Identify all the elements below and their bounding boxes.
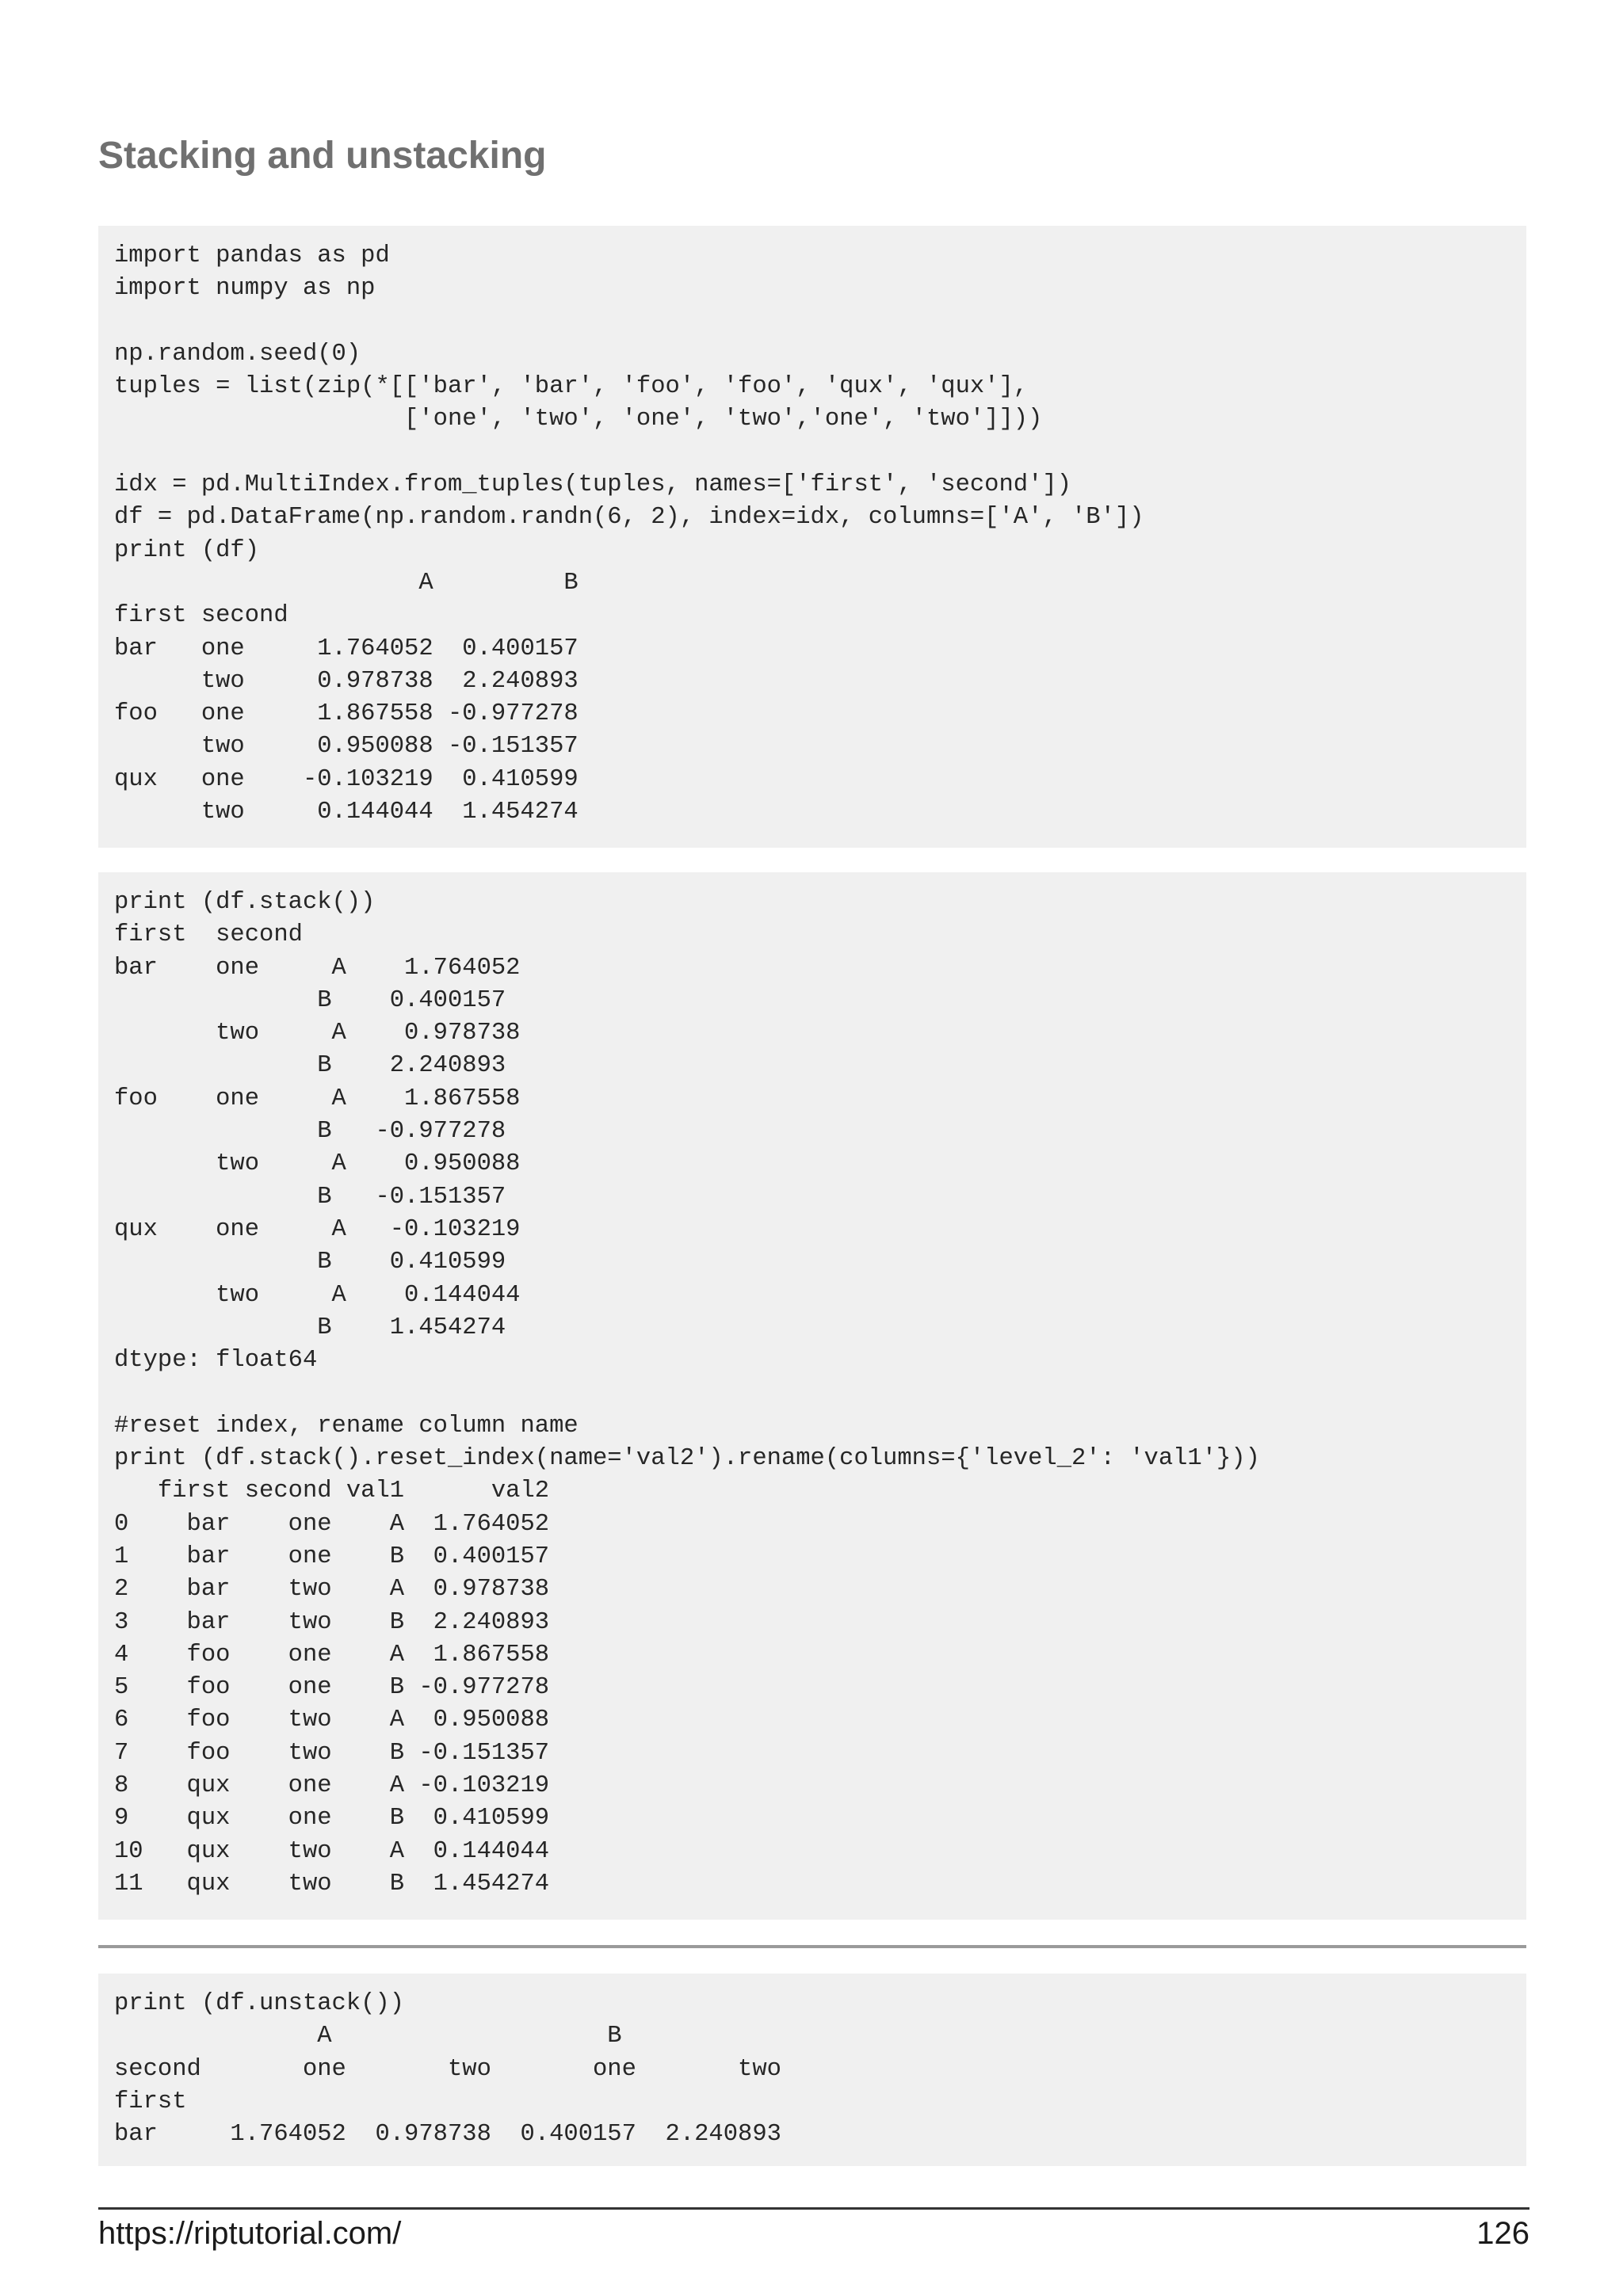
footer-rule	[98, 2207, 1529, 2210]
code-text: print (df.unstack()) A B second one two one two first bar 1.764052 0.978738 0.400157 2.240893	[114, 1990, 781, 2149]
code-text: import pandas as pd import numpy as np np.random.seed(0) tuples = list(zip(*[['bar', 'bar', 'foo', 'foo', 'qux', 'qux'], ['one', 'two', 'one', 'two','one', 'two']])) idx = pd.MultiIndex.from_tuples(tuples, names=['first', 'second']) df = pd.DataFrame(np.random.randn(6, 2), index=idx, columns=['A', 'B']) print (df) A B first second bar one 1.764052 0.400157 two 0.978738 2.240893 foo one 1.867558 -0.977278 two 0.950088 -0.151357 qux one -0.103219 0.410599 two 0.144044 1.454274	[114, 242, 1144, 826]
code-block-unstack	[98, 1974, 1526, 2166]
code-block-setup	[98, 226, 1526, 848]
page-number: 126	[1476, 2216, 1529, 2251]
section-heading: Stacking and unstacking	[98, 135, 547, 177]
footer-link[interactable]: https://riptutorial.com/	[98, 2216, 402, 2251]
section-divider	[98, 1945, 1526, 1948]
code-block-stack	[98, 872, 1526, 1920]
code-text: print (df.stack()) first second bar one A 1.764052 B 0.400157 two A 0.978738 B 2.240893 foo one A 1.867558 B -0.977278 two A 0.950088 B -0.151357 qux one A -0.103219 B 0.410599 two A 0.144044 B 1.454274 dtype: float64 #reset index, rename column name print (df.stack().reset_index(name='val2').rename(columns={'level_2': 'val1'})) first second val1 val2 0 bar one A 1.764052 1 bar one B 0.400157 2 bar two A 0.978738 3 bar two B 2.240893 4 foo one A 1.867558 5 foo one B -0.977278 6 foo two A 0.950088 7 foo two B -0.151357 8 qux one A -0.103219 9 qux one B 0.410599 10 qux two A 0.144044 11 qux two B 1.454274	[114, 889, 1260, 1897]
